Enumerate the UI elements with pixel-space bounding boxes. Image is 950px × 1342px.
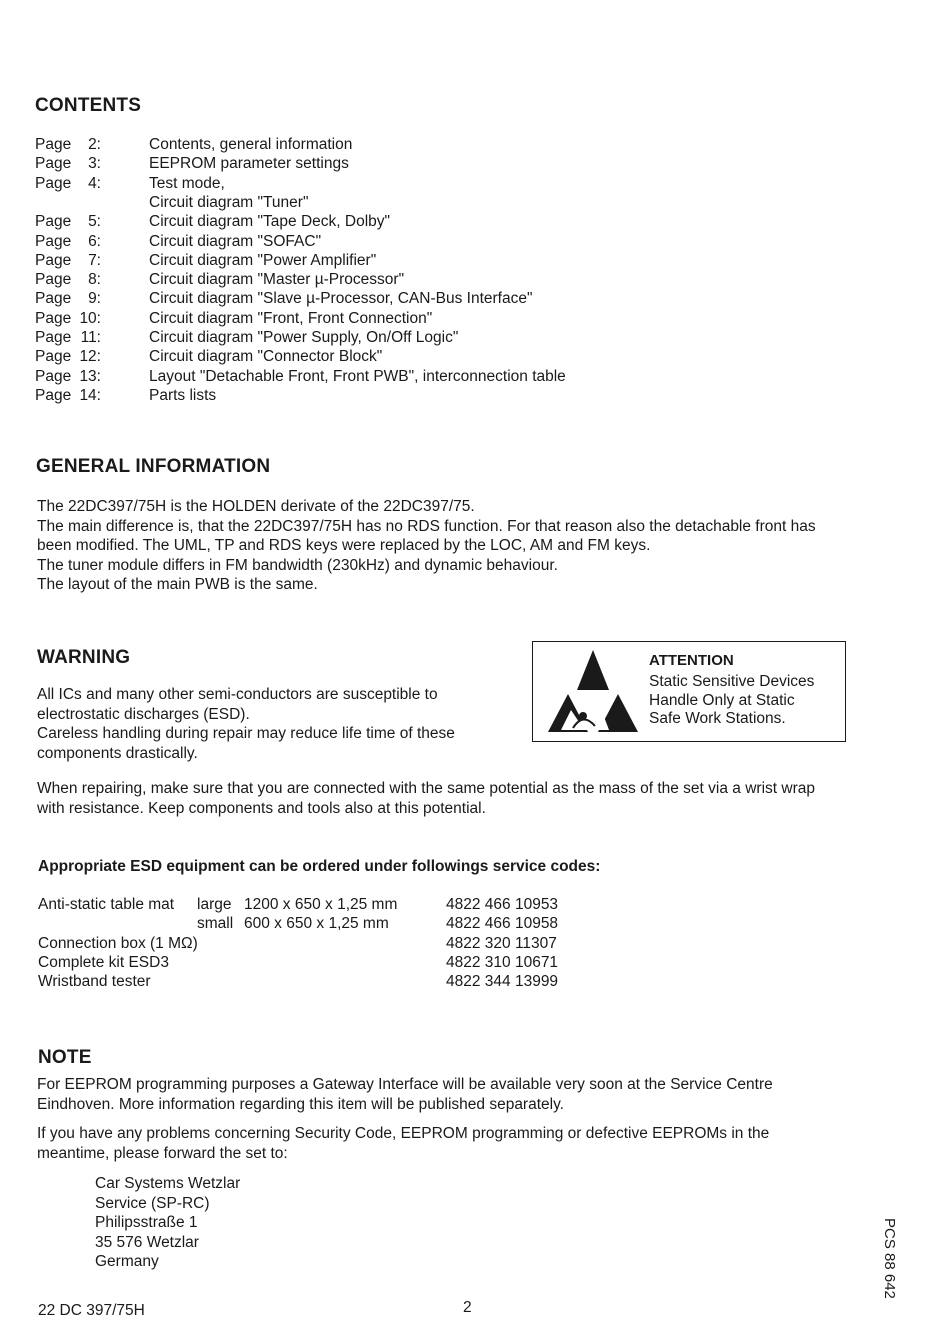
attention-line: Static Sensitive Devices bbox=[649, 673, 815, 690]
general-line: been modified. The UML, TP and RDS keys were replaced by the LOC, AM and FM keys. bbox=[37, 537, 651, 554]
esd-item-name: Anti-static table mat bbox=[38, 896, 175, 913]
repair-line: When repairing, make sure that you are connected with the same potential as the mass of the set via a wrist wrap bbox=[37, 780, 815, 797]
warning-line: Careless handling during repair may reduce life time of these bbox=[37, 725, 455, 742]
contents-description: Circuit diagram "Slave µ-Processor, CAN-Bus Interface" bbox=[149, 290, 533, 308]
warning-line: components drastically. bbox=[37, 744, 198, 762]
contents-page-number: 13: bbox=[79, 367, 101, 385]
esd-item bbox=[38, 896, 598, 915]
contents-page-number: 2: bbox=[88, 136, 101, 153]
service-address bbox=[95, 1174, 240, 1272]
warning-line: All ICs and many other semi-conductors are susceptible to bbox=[37, 686, 438, 703]
esd-item-size: small bbox=[197, 915, 234, 933]
esd-item-size: large bbox=[197, 896, 232, 913]
contents-description: Circuit diagram "Connector Block" bbox=[149, 348, 383, 366]
esd-item bbox=[38, 935, 598, 954]
esd-service-code: 4822 466 10958 bbox=[446, 915, 559, 933]
attention-text bbox=[649, 673, 814, 729]
note-heading: NOTE bbox=[38, 1047, 92, 1068]
esd-service-code: 4822 310 10671 bbox=[446, 953, 559, 971]
contents-page-number: 12: bbox=[79, 348, 101, 366]
contents-page-label: Page bbox=[35, 329, 72, 346]
contents-page-label: Page bbox=[35, 367, 72, 385]
attention-line: Safe Work Stations. bbox=[649, 710, 786, 727]
esd-item-name: Wristband tester bbox=[38, 973, 151, 991]
address-line: Philipsstraße 1 bbox=[95, 1214, 198, 1231]
attention-line: Handle Only at Static bbox=[649, 691, 795, 709]
esd-service-code: 4822 320 11307 bbox=[446, 934, 557, 952]
contents-page-number: 3: bbox=[88, 155, 101, 173]
contents-page-label: Page bbox=[35, 232, 72, 250]
contents-heading: CONTENTS bbox=[35, 95, 142, 116]
contents-description: Circuit diagram "Power Amplifier" bbox=[149, 251, 377, 269]
esd-service-code: 4822 466 10953 bbox=[446, 896, 559, 913]
address-line: 35 576 Wetzlar bbox=[95, 1233, 199, 1251]
side-document-code: PCS 88 642 bbox=[881, 1218, 898, 1299]
contents-description: Circuit diagram "Tape Deck, Dolby" bbox=[149, 213, 391, 231]
contents-page-label: Page bbox=[35, 155, 72, 173]
esd-item bbox=[38, 973, 598, 992]
address-line: Car Systems Wetzlar bbox=[95, 1175, 241, 1192]
attention-title: ATTENTION bbox=[649, 652, 734, 669]
contents-description: Layout "Detachable Front, Front PWB", interconnection table bbox=[149, 367, 566, 385]
note-line: Eindhoven. More information regarding this item will be published separately. bbox=[37, 1095, 564, 1113]
contents-page-label: Page bbox=[35, 386, 72, 404]
note-paragraph-1 bbox=[37, 1075, 773, 1114]
contents-page-label: Page bbox=[35, 213, 72, 231]
contents-page-number: 9: bbox=[88, 290, 101, 308]
esd-item-name: Connection box (1 MΩ) bbox=[38, 934, 198, 952]
esd-item bbox=[38, 915, 598, 934]
note-paragraph-2 bbox=[37, 1124, 769, 1163]
esd-warning-icon bbox=[543, 650, 643, 734]
contents-description: Test mode, bbox=[149, 174, 225, 192]
repair-line: with resistance. Keep components and tools also at this potential. bbox=[37, 799, 486, 817]
footer-model: 22 DC 397/75H bbox=[38, 1302, 145, 1319]
contents-page-number: 8: bbox=[88, 271, 101, 289]
contents-description: Parts lists bbox=[149, 386, 217, 404]
esd-item bbox=[38, 954, 598, 973]
general-information-text bbox=[37, 497, 816, 595]
esd-heading: Appropriate ESD equipment can be ordered under followings service codes: bbox=[38, 858, 601, 875]
contents-page-label: Page bbox=[35, 309, 72, 327]
general-information-heading: GENERAL INFORMATION bbox=[36, 456, 271, 477]
page-number: 2 bbox=[463, 1299, 472, 1316]
note-line: If you have any problems concerning Security Code, EEPROM programming or defective EEPROMs in the bbox=[37, 1125, 770, 1142]
esd-item-dimensions: 600 x 650 x 1,25 mm bbox=[244, 915, 389, 933]
contents-page-number: 10: bbox=[79, 309, 101, 327]
contents-description: Circuit diagram "Power Supply, On/Off Logic" bbox=[149, 329, 459, 346]
contents-page-number: 14: bbox=[79, 386, 101, 404]
contents-page-number: 11: bbox=[80, 329, 101, 346]
address-line: Germany bbox=[95, 1253, 159, 1270]
warning-line: electrostatic discharges (ESD). bbox=[37, 705, 250, 723]
contents-page-label: Page bbox=[35, 136, 72, 153]
general-line: The tuner module differs in FM bandwidth (230kHz) and dynamic behaviour. bbox=[37, 556, 558, 574]
esd-item-name: Complete kit ESD3 bbox=[38, 953, 169, 971]
general-line: The main difference is, that the 22DC397/75H has no RDS function. For that reason also the detachable front has bbox=[37, 517, 816, 535]
contents-page-label: Page bbox=[35, 290, 72, 308]
contents-page-number: 6: bbox=[88, 232, 101, 250]
attention-box bbox=[532, 641, 846, 742]
contents-description: EEPROM parameter settings bbox=[149, 155, 349, 173]
contents-description: Circuit diagram "Master µ-Processor" bbox=[149, 271, 405, 289]
warning-heading: WARNING bbox=[37, 647, 131, 668]
general-line: The layout of the main PWB is the same. bbox=[37, 576, 318, 593]
contents-description: Circuit diagram "Tuner" bbox=[149, 193, 309, 211]
contents-page-label: Page bbox=[35, 271, 72, 289]
warning-text bbox=[37, 685, 455, 763]
contents-description: Circuit diagram "SOFAC" bbox=[149, 232, 322, 250]
note-line: meantime, please forward the set to: bbox=[37, 1144, 288, 1162]
contents-description: Circuit diagram "Front, Front Connection" bbox=[149, 309, 433, 327]
contents-page-label: Page bbox=[35, 174, 72, 192]
contents-page-label: Page bbox=[35, 251, 72, 269]
general-line: The 22DC397/75H is the HOLDEN derivate of the 22DC397/75. bbox=[37, 498, 475, 515]
contents-page-number: 5: bbox=[88, 213, 101, 231]
contents-page-label: Page bbox=[35, 348, 72, 366]
contents-page-number: 4: bbox=[88, 174, 101, 192]
esd-item-dimensions: 1200 x 650 x 1,25 mm bbox=[244, 896, 398, 913]
note-line: For EEPROM programming purposes a Gateway Interface will be available very soon at the Service Centre bbox=[37, 1076, 773, 1093]
contents-page-number: 7: bbox=[88, 251, 101, 269]
address-line: Service (SP-RC) bbox=[95, 1194, 210, 1212]
esd-service-code: 4822 344 13999 bbox=[446, 973, 559, 991]
contents-description: Contents, general information bbox=[149, 136, 353, 153]
repair-text bbox=[37, 779, 815, 818]
